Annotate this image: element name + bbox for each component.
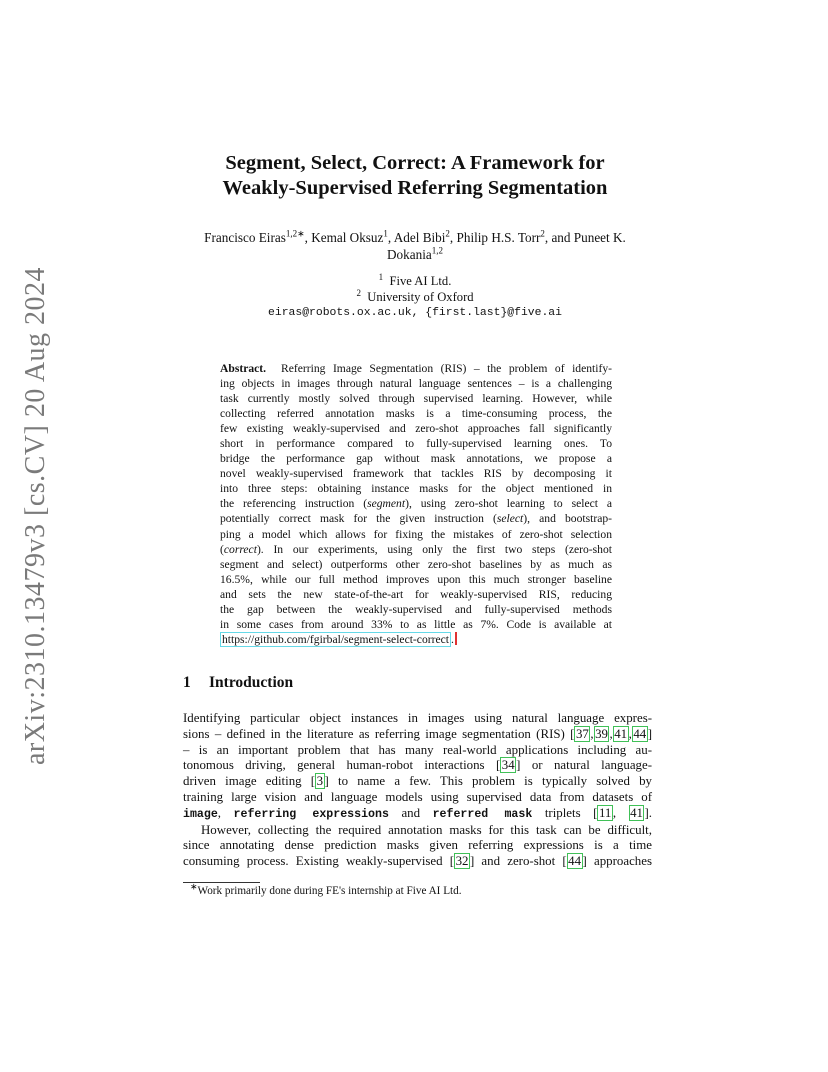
abstract-line: 16.5%, while our full method improves upon this much stronger baseline [220, 572, 612, 586]
text-cursor-marker [455, 632, 457, 645]
author-line-1 [170, 229, 660, 246]
affiliation-2 [170, 289, 660, 305]
author-affil: 1,2 [431, 245, 443, 256]
emphasis-segment: segment [367, 497, 406, 511]
abstract-line [220, 496, 612, 511]
abstract-text: ), and bootstrap- [523, 512, 612, 526]
abstract-line: segment and select) outperforms other zero-shot baselines by as much as [220, 557, 612, 571]
paper-title [160, 151, 670, 201]
arxiv-stamp [20, 266, 52, 766]
author-affil: 2 [540, 228, 545, 239]
intro-line: Identifying particular object instances in images using natural language expres- [183, 711, 652, 725]
section-title: Introduction [209, 674, 294, 691]
abstract-line: into three steps: obtaining instance masks for the object mentioned in [220, 482, 612, 496]
intro-text: ]. [644, 805, 652, 820]
abstract-line [220, 511, 612, 526]
author-line-2 [170, 246, 660, 263]
author-sep: , and [544, 230, 574, 245]
intro-text: ] approaches [582, 854, 652, 869]
emphasis-select: select [496, 512, 524, 526]
citation-link[interactable]: 11 [598, 805, 612, 820]
citation-link[interactable]: 44 [568, 854, 582, 869]
abstract-line: collecting referred annotation masks is a time-consuming process, the [220, 407, 612, 421]
author-sep: , [387, 230, 394, 245]
code-link[interactable]: https://github.com/fgirbal/segment-select-correct [222, 632, 449, 646]
abstract-text: ). In our experiments, using only the first two steps (zero-shot [256, 542, 612, 556]
abstract-text: Referring Image Segmentation (RIS) – the problem of identify- [281, 362, 613, 375]
intro-line [183, 758, 652, 774]
intro-text: triplets [ [544, 805, 598, 820]
abstract-text: ), using zero-shot learning to select a [405, 497, 612, 511]
section-heading [183, 674, 293, 692]
title-line-2: Weakly-Supervised Referring Segmentation [222, 177, 608, 199]
arxiv-identifier: arXiv:2310.13479v3 [cs.CV] 20 Aug 2024 [20, 266, 52, 766]
intro-text: ] [647, 726, 652, 741]
footnote-mark: ∗ [190, 881, 198, 892]
introduction-body [183, 711, 652, 870]
author-name: Francisco Eiras [204, 230, 286, 245]
intro-line [183, 774, 652, 790]
url-period: . [450, 632, 454, 646]
abstract-label: Abstract. [220, 362, 267, 375]
footnote [190, 881, 462, 897]
intro-line: – is an important problem that has many real-world applications including au- [183, 742, 652, 757]
author-sep: , [304, 230, 312, 245]
citation-link[interactable]: 32 [455, 854, 469, 869]
abstract-line: short in performance compared to fully-supervised learning ones. To [220, 437, 612, 451]
author-sep: , [449, 230, 457, 245]
abstract-line: novel weakly-supervised framework that tackles RIS by decomposing it [220, 467, 612, 481]
intro-text: sions – defined in the literature as referring image segmentation (RIS) [ [183, 726, 575, 741]
abstract-line [220, 361, 612, 376]
intro-line: since annotating dense prediction masks given referring expressions is a time [183, 838, 652, 853]
author-affil: 1 [383, 228, 388, 239]
author-name: Philip H.S. Torr [456, 230, 541, 245]
citation-link[interactable]: 41 [630, 805, 643, 820]
citation-link[interactable]: 39 [595, 726, 608, 741]
citation-link[interactable]: 44 [633, 726, 647, 741]
affiliation-1 [170, 273, 660, 289]
abstract-line [220, 542, 612, 557]
author-name: Puneet K. [573, 230, 626, 245]
title-line-1: Segment, Select, Correct: A Framework for [225, 152, 605, 174]
intro-text: ] to name a few. This problem is typically solved by [324, 774, 652, 789]
abstract-line: in some cases from around 33% to as little as 7%. Code is available at [220, 617, 612, 631]
author-name: Dokania [387, 247, 432, 262]
abstract-text: ( [220, 542, 224, 556]
intro-text: and [401, 805, 421, 820]
intro-line: However, collecting the required annotation masks for this task can be difficult, [201, 822, 652, 837]
author-affil: 1,2∗ [285, 228, 305, 239]
term-referred-mask: referred mask [432, 807, 533, 821]
affiliation-number: 2 [356, 287, 361, 298]
affiliation-name: University of Oxford [367, 290, 474, 304]
intro-text: ] or natural language- [516, 758, 652, 773]
citation-link[interactable]: 37 [575, 726, 589, 741]
abstract-line: few existing weakly-supervised and zero-shot approaches fall significantly [220, 422, 612, 436]
author-emails: eiras@robots.ox.ac.uk, {first.last}@five.ai [268, 307, 562, 319]
citation-link[interactable]: 41 [614, 726, 628, 741]
author-list [170, 229, 660, 263]
abstract-line [220, 632, 612, 647]
affiliation-number: 1 [378, 271, 384, 282]
abstract-line: bridge the performance gap without mask annotations, we propose a [220, 452, 612, 466]
abstract-text: potentially correct mask for the given instruction ( [220, 512, 497, 526]
abstract-text: the referencing instruction ( [220, 497, 368, 511]
intro-text: driven image editing [ [183, 774, 316, 789]
abstract-line: and sets the new state-of-the-art for weakly-supervised RIS, reducing [220, 587, 612, 601]
section-number: 1 [183, 674, 191, 691]
author-name: Kemal Oksuz [311, 230, 384, 245]
term-referring-expressions: referring expressions [233, 807, 389, 821]
emphasis-correct: correct [223, 542, 257, 556]
intro-text: consuming process. Existing weakly-supervised [ [183, 854, 455, 869]
author-name: Adel Bibi [393, 230, 446, 245]
abstract-line: ping a model which allows for fixing the mistakes of zero-shot selection [220, 527, 612, 541]
abstract-line: ing objects in images through natural language sentences – is a challenging [220, 377, 612, 391]
intro-text: ] and zero-shot [ [469, 854, 567, 869]
author-affil: 2 [445, 228, 450, 239]
intro-line [183, 854, 652, 870]
footnote-text: Work primarily done during FE's internship at Five AI Ltd. [197, 885, 462, 897]
abstract-line: task currently mostly solved through supervised learning. However, while [220, 392, 612, 406]
intro-line: sions – defined in the literature as referring image segmentation (RIS) [ 37 , 39 , 41 , 44 ] [183, 726, 652, 741]
abstract-line: the gap between the weakly-supervised and fully-supervised methods [220, 602, 612, 616]
citation-link[interactable]: 3 [316, 774, 324, 789]
affiliation-name: Five AI Ltd. [389, 274, 452, 288]
intro-line: image, referring expressions and referred mask triplets [ 11 , 41 ]. [183, 805, 652, 821]
intro-text: tonomous driving, general human-robot interactions [ [183, 758, 501, 773]
abstract [220, 361, 612, 647]
affiliations [170, 273, 660, 321]
term-image: image [183, 807, 218, 821]
intro-line: training large vision and language models using supervised data from datasets of [183, 789, 652, 804]
citation-link[interactable]: 34 [501, 758, 515, 773]
